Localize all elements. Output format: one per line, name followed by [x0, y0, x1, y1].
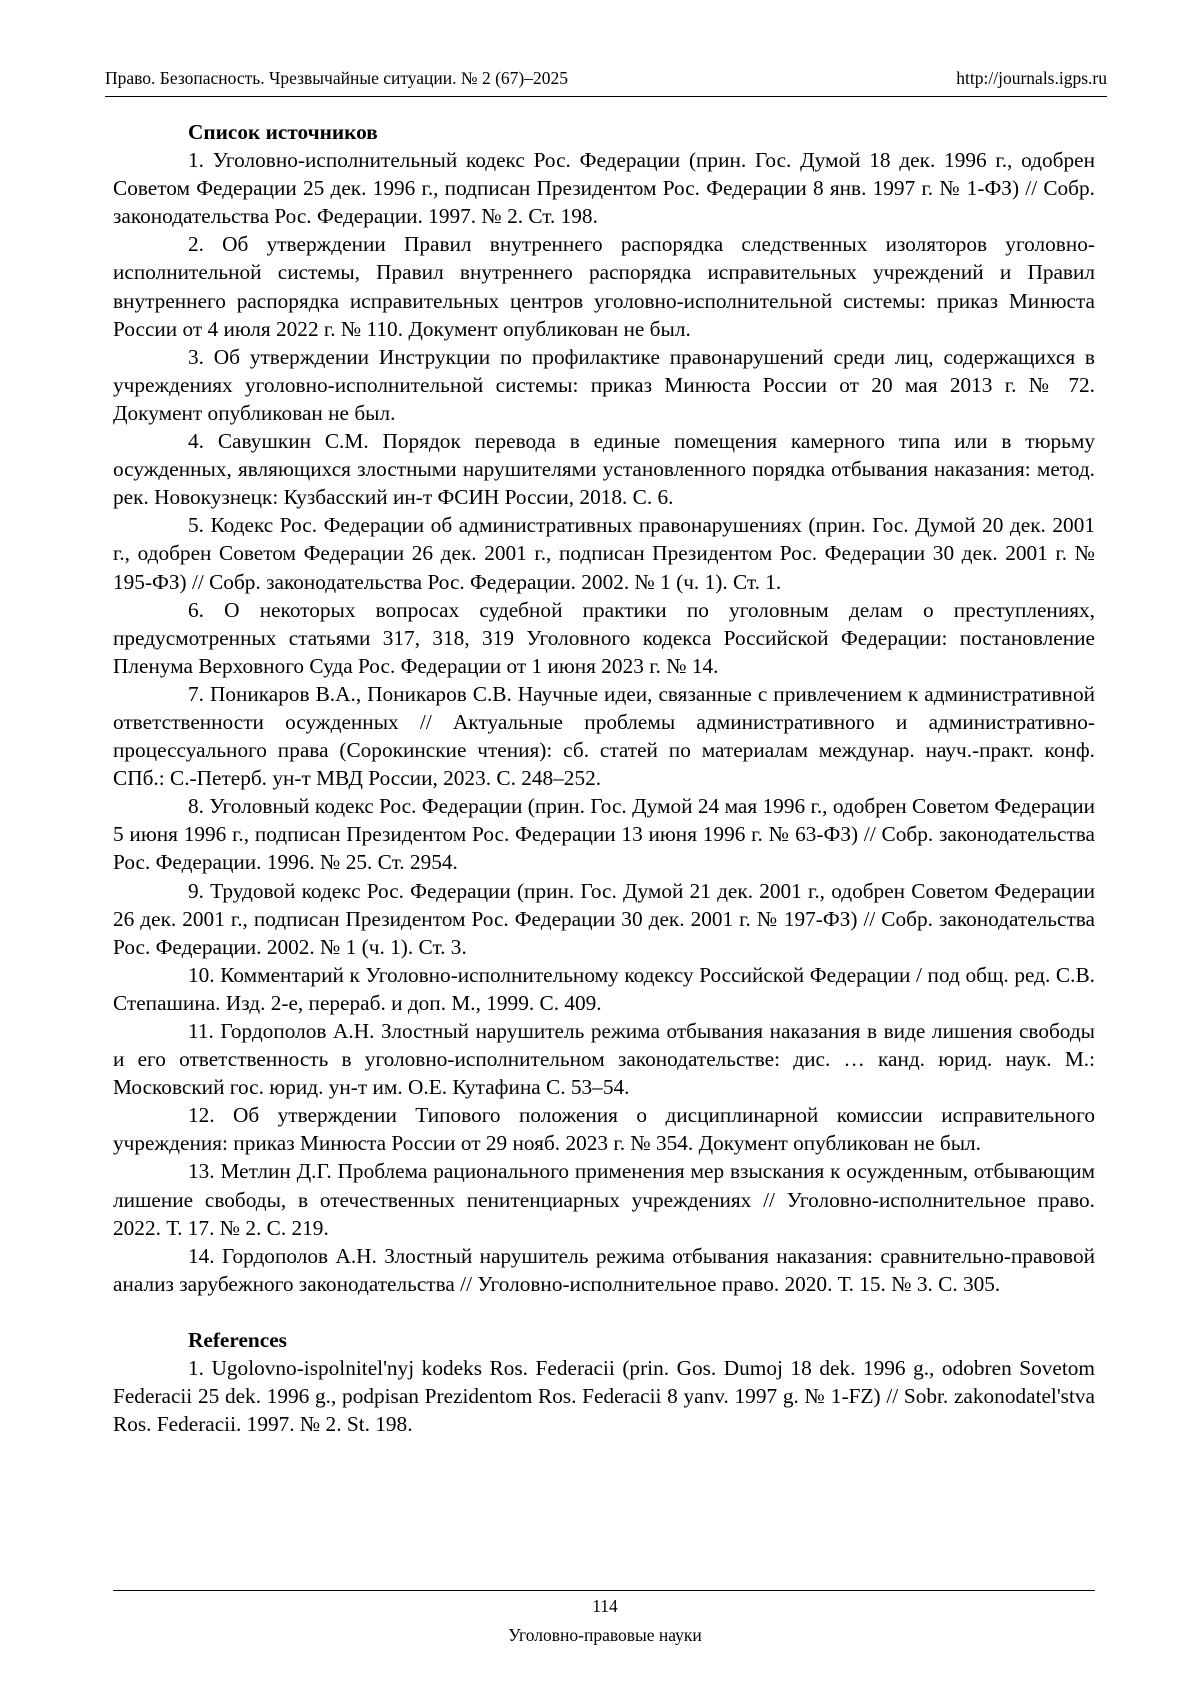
- source-entry: 6. О некоторых вопросах судебной практики по уголовным делам о преступлениях, предусмотренных статьями 317, 318, 319 Уголовного кодекса Российской Федерации: постановление Пленума Верховного Суда Рос. Федерации от 1 июня 2023 г. № 14.: [113, 597, 1095, 678]
- source-entry: 5. Кодекс Рос. Федерации об административных правонарушениях (прин. Гос. Думой 20 дек. 2001 г., одобрен Советом Федерации 26 дек. 2001 г., подписан Президентом Рос. Федерации 30 дек. 2001 г. № 195-ФЗ) // Собр. законодательства Рос. Федерации. 2002. № 1 (ч. 1). Ст. 1.: [113, 513, 1095, 594]
- source-entry: 7. Поникаров В.А., Поникаров С.В. Научные идеи, связанные с привлечением к административной ответственности осужденных // Актуальные проблемы административного и административно-процессуального права (Сорокинские чтения): сб. статей по материалам междунар. науч.-практ. конф. СПб.: С.-Петерб. ун-т МВД России, 2023. С. 248–252.: [113, 681, 1095, 791]
- source-entry: 12. Об утверждении Типового положения о дисциплинарной комиссии исправительного учреждения: приказ Минюста России от 29 нояб. 2023 г. № 354. Документ опубликован не был.: [113, 1103, 1095, 1156]
- source-entry: 4. Савушкин С.М. Порядок перевода в единые помещения камерного типа или в тюрьму осужденных, являющихся злостными нарушителями установленного порядка отбывания наказания: метод. рек. Новокузнецк: Кузбасский ин-т ФСИН России, 2018. С. 6.: [113, 429, 1095, 510]
- references-heading: References: [188, 1327, 287, 1352]
- sources-heading: Список источников: [188, 120, 378, 144]
- source-entry: 13. Метлин Д.Г. Проблема рационального применения мер взыскания к осужденным, отбывающим лишение свободы, в отечественных пенитенциарных учреждениях // Уголовно-исполнительное право. 2022. Т. 17. № 2. С. 219.: [113, 1159, 1095, 1240]
- footer-divider: [113, 1590, 1095, 1591]
- source-entry: 1. Уголовно-исполнительный кодекс Рос. Федерации (прин. Гос. Думой 18 дек. 1996 г., одобрен Советом Федерации 25 дек. 1996 г., подписан Президентом Рос. Федерации 8 янв. 1997 г. № 1-ФЗ) // Собр. законодательства Рос. Федерации. 1997. № 2. Ст. 198.: [113, 148, 1095, 229]
- journal-title: Право. Безопасность. Чрезвычайные ситуации. № 2 (67)–2025: [105, 68, 569, 88]
- source-entry: 9. Трудовой кодекс Рос. Федерации (прин. Гос. Думой 21 дек. 2001 г., одобрен Советом Федерации 26 дек. 2001 г., подписан Президентом Рос. Федерации 30 дек. 2001 г. № 197-ФЗ) // Собр. законодательства Рос. Федерации. 2002. № 1 (ч. 1). Ст. 3.: [113, 878, 1095, 959]
- source-entry: 14. Гордополов А.Н. Злостный нарушитель режима отбывания наказания: сравнительно-правовой анализ зарубежного законодательства // Уголовно-исполнительное право. 2020. Т. 15. № 3. С. 305.: [113, 1243, 1095, 1296]
- source-entry: 2. Об утверждении Правил внутреннего распорядка следственных изоляторов уголовно-исполнительной системы, Правил внутреннего распорядка исправительных учреждений и Правил внутреннего распорядка исправительных центров уголовно-исполнительной системы: приказ Минюста России от 4 июля 2022 г. № 110. Документ опубликован не был.: [113, 232, 1095, 341]
- journal-url[interactable]: http://journals.igps.ru: [956, 68, 1107, 88]
- reference-entry: 1. Ugolovno-ispolnitel'nyj kodeks Ros. Federacii (prin. Gos. Dumoj 18 dek. 1996 g., odobren Sovetom Federacii 25 dek. 1996 g., podpisan Prezidentom Ros. Federacii 8 yanv. 1997 g. № 1-FZ) // Sobr. zakonodatel'stva Ros. Federacii. 1997. № 2. St. 198.: [113, 1356, 1095, 1437]
- footer-section-title: Уголовно-правовые науки: [508, 1625, 702, 1645]
- source-entry: 8. Уголовный кодекс Рос. Федерации (прин. Гос. Думой 24 мая 1996 г., одобрен Советом Федерации 5 июня 1996 г., подписан Президентом Рос. Федерации 13 июня 1996 г. № 63-ФЗ) // Собр. законодательства Рос. Федерации. 1996. № 25. Ст. 2954.: [113, 794, 1095, 875]
- running-header: [105, 66, 1107, 97]
- page-content: [113, 118, 1095, 1438]
- page-number: 114: [592, 1596, 618, 1616]
- source-entry: 11. Гордополов А.Н. Злостный нарушитель режима отбывания наказания в виде лишения свободы и его ответственность в уголовно-исполнительном законодательстве: дис. … канд. юрид. наук. М.: Московский гос. юрид. ун-т им. О.Е. Кутафина С. 53–54.: [113, 1019, 1095, 1100]
- source-entry: 3. Об утверждении Инструкции по профилактике правонарушений среди лиц, содержащихся в учреждениях уголовно-исполнительной системы: приказ Минюста России от 20 мая 2013 г. № 72. Документ опубликован не был.: [113, 344, 1095, 425]
- source-entry: 10. Комментарий к Уголовно-исполнительному кодексу Российской Федерации / под общ. ред. С.В. Степашина. Изд. 2-е, перераб. и доп. М., 1999. С. 409.: [113, 962, 1095, 1015]
